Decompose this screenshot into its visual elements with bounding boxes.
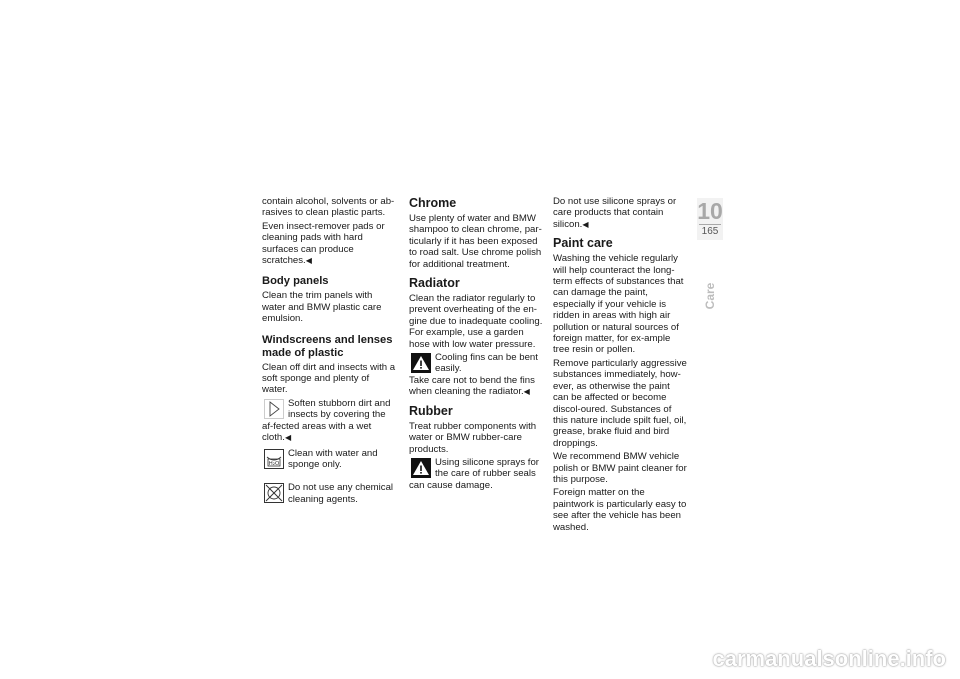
heading-windscreens: Windscreens and lenses made of plastic (262, 333, 393, 359)
paragraph: Remove particularly aggressive substances immediately, how-ever, as otherwise the paint can be affected or become discol-oured. Substances of this nature include spilt fuel, oil, grease, brake fluid and bird droppings. (553, 357, 687, 449)
no-chemicals-note: Do not use any chemical cleaning agents. (262, 482, 396, 505)
paragraph: Use plenty of water and BMW shampoo to clean chrome, par-ticularly if it has been exposed to road salt. Use chrome polish for additional treatment. (409, 213, 542, 270)
chapter-number: 10 (697, 198, 723, 224)
paragraph: Clean the radiator regularly to prevent overheating of the en-gine due to inadequate cooling. For example, use a garden hose with low water pressure. (409, 293, 543, 350)
heading-chrome: Chrome (409, 196, 457, 210)
column-3 (553, 196, 687, 535)
paragraph: Washing the vehicle regularly will help counteract the long-term effects of substances that can damage the paint, especially if your vehicle is ridden in areas with high air pollution or natural sources of foreign matter, for ex-ample tree resin or pollen. (553, 253, 684, 356)
column-2 (409, 196, 543, 495)
paragraph: We recommend BMW vehicle polish or BMW paint cleaner for this purpose. (553, 451, 687, 485)
no-chemicals-icon (264, 483, 284, 503)
warning-icon (411, 458, 431, 478)
heading-paint-care: Paint care (553, 236, 613, 251)
end-mark: ◀ (523, 387, 530, 397)
paragraph: Take care not to bend the fins when cleaning the radiator.◀ (409, 374, 535, 398)
end-mark: ◀ (305, 256, 312, 266)
tip-triangle-icon (264, 399, 284, 419)
heading-rubber: Rubber (409, 403, 453, 418)
paragraph: Even insect-remover pads or cleaning pads with hard surfaces can produce scratches.◀ (262, 220, 385, 267)
paragraph: Foreign matter on the paintwork is particularly easy to see after the vehicle has been washed. (553, 487, 687, 533)
paragraph: Do not use silicone sprays or care products that contain silicon.◀ (553, 196, 677, 230)
paragraph: Clean the trim panels with water and BMW plastic care emulsion. (262, 290, 382, 325)
column-1 (262, 196, 396, 509)
end-mark: ◀ (284, 433, 292, 443)
tip-note: Soften stubborn dirt and insects by covering the af-fected areas with a wet cloth.◀ (262, 397, 391, 444)
heading-body-panels: Body panels (262, 275, 329, 288)
page-number: 165 (701, 226, 719, 237)
paragraph: Treat rubber components with water or BMW rubber-care products. (409, 420, 537, 455)
svg-text:H₂O: H₂O (268, 460, 280, 467)
divider (699, 224, 721, 225)
chapter-title: Care (703, 282, 717, 310)
water-note: H₂O Clean with water and sponge only. (262, 448, 396, 471)
watermark: carmanualsonline.info (712, 646, 946, 671)
warning-note: Cooling fins can be bent easily. (409, 352, 543, 375)
heading-radiator: Radiator (409, 276, 460, 291)
paragraph: contain alcohol, solvents or ab-rasives to clean plastic parts. (262, 196, 395, 219)
warning-note: Using silicone sprays for the care of rubber seals can cause damage. (409, 456, 539, 491)
paragraph: Clean off dirt and insects with a soft sponge and plenty of water. (262, 361, 396, 396)
h2o-water-icon (264, 449, 284, 469)
end-mark: ◀ (582, 219, 589, 229)
warning-icon (411, 353, 431, 373)
